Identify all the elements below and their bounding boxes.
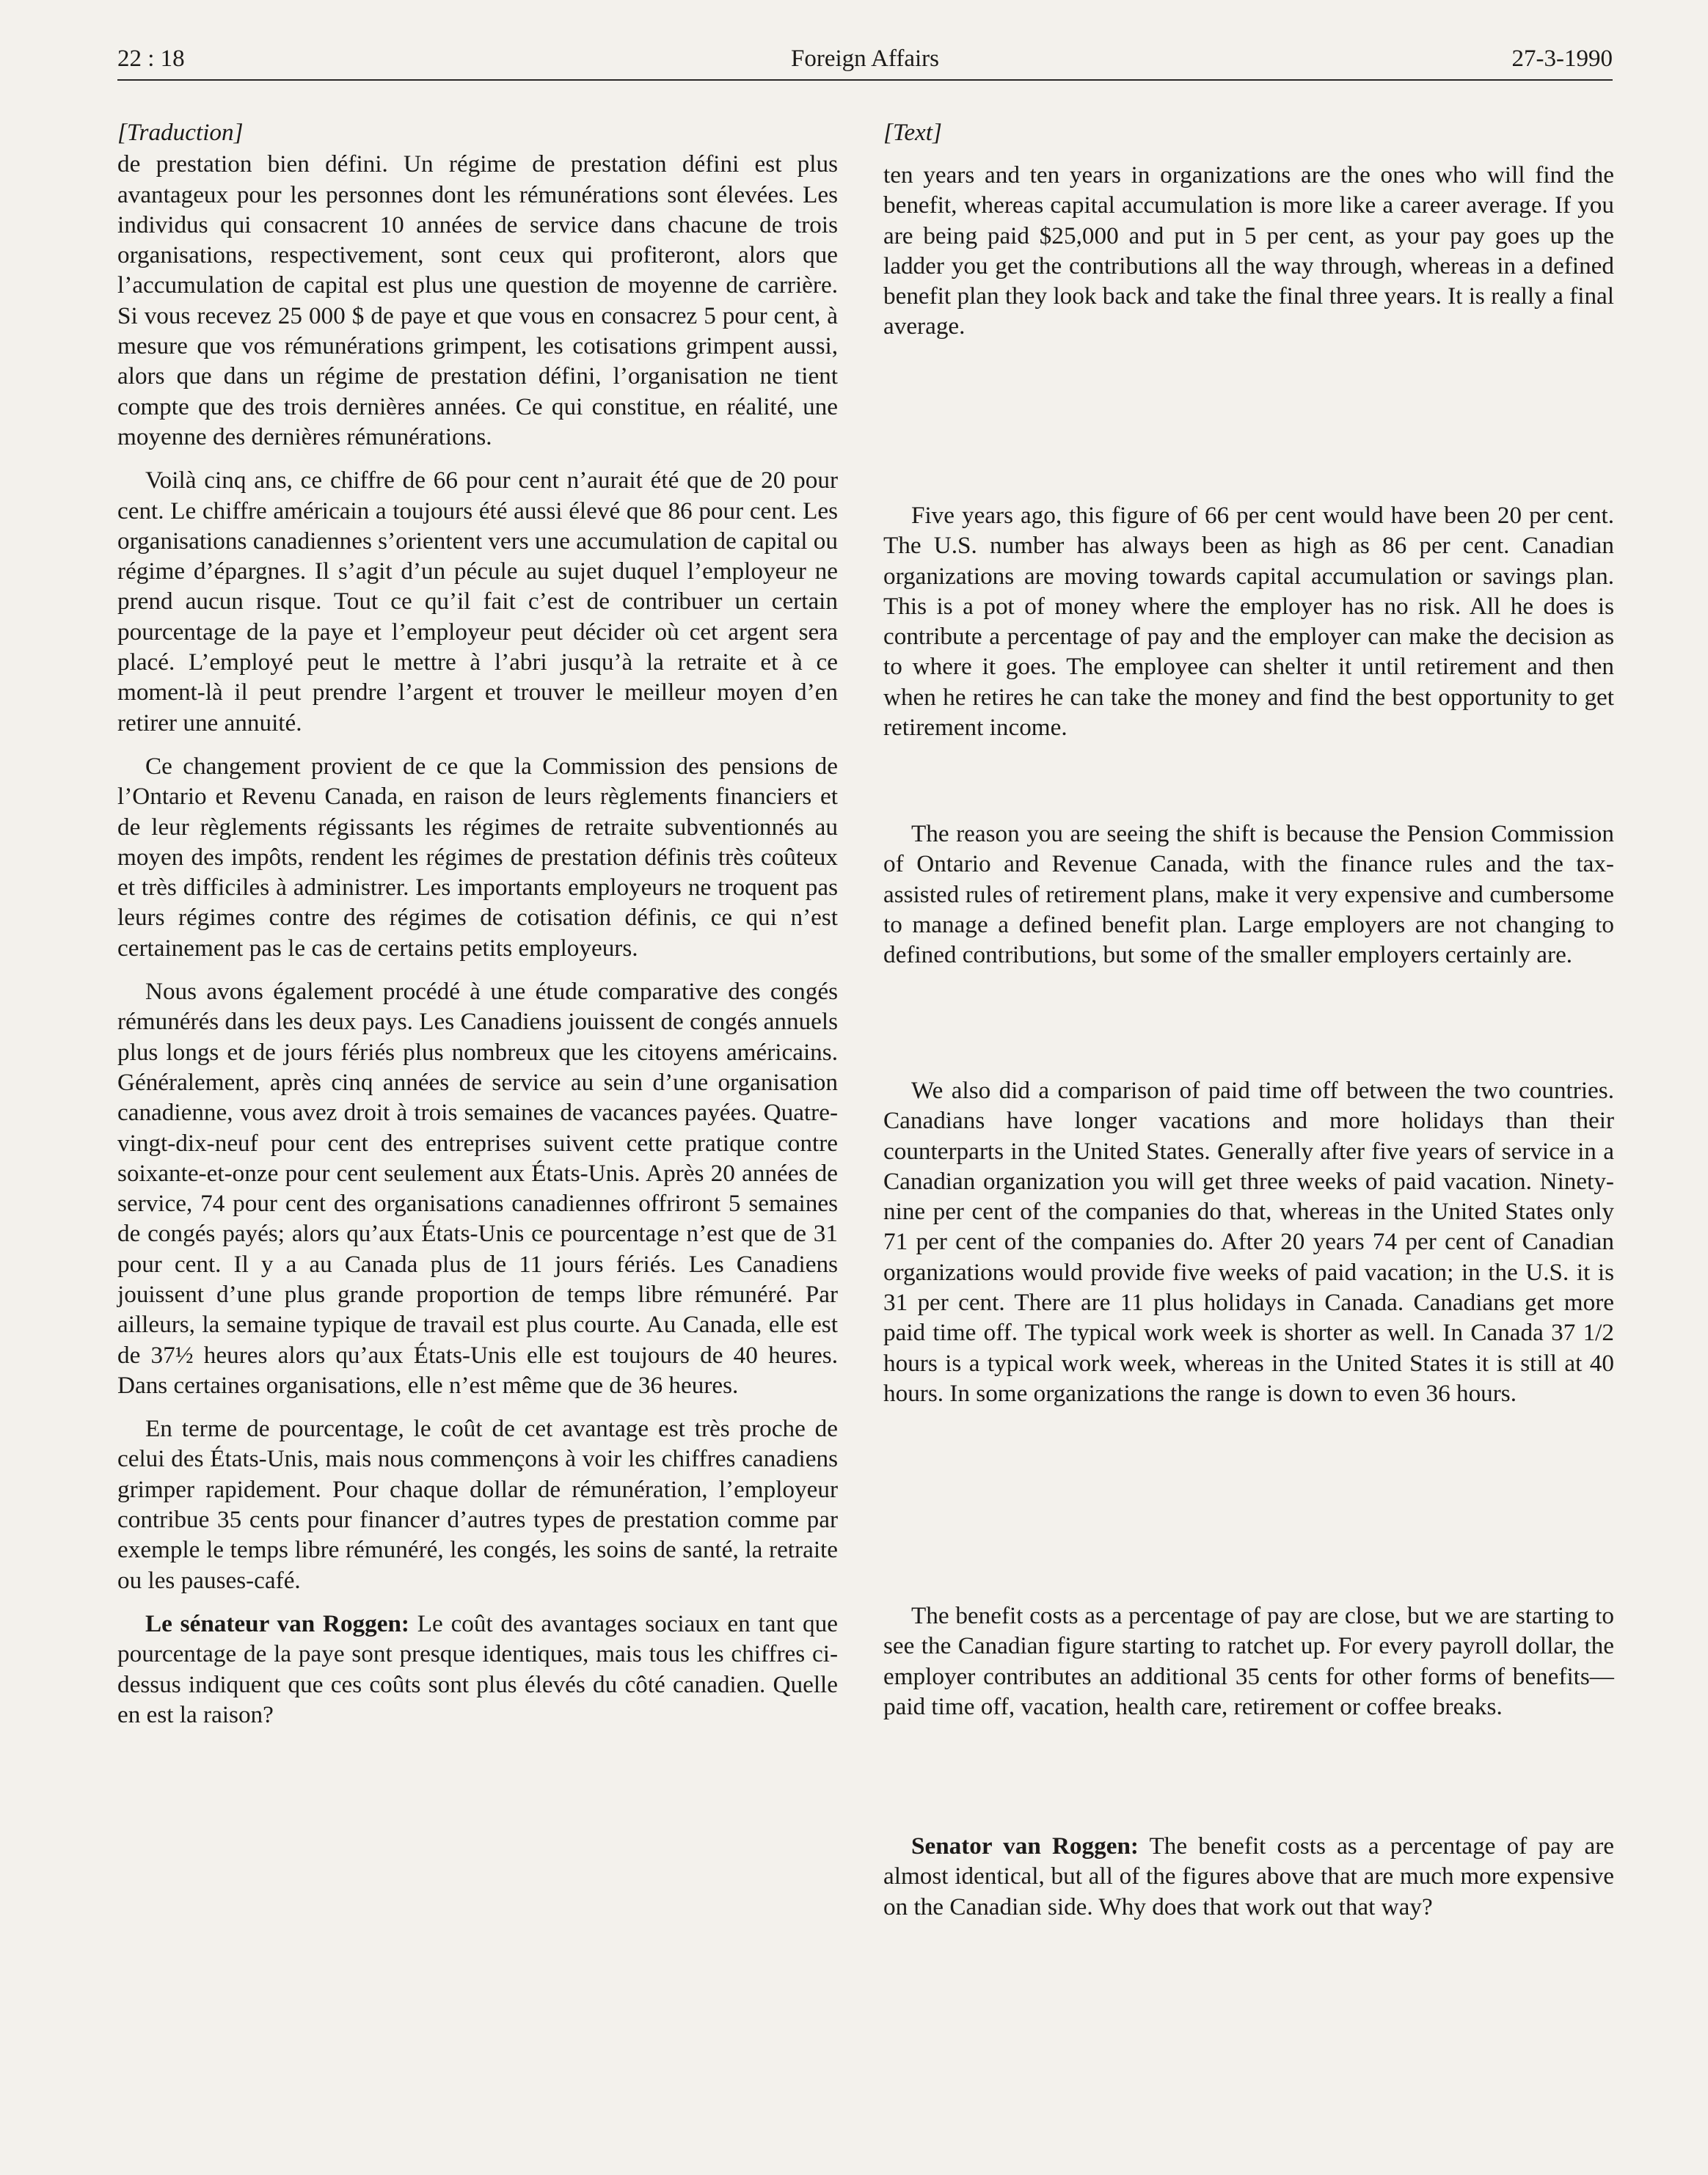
page-number: 22 : 18 [117, 45, 185, 72]
speaker-text: The benefit costs as a percentage of pay are almost identical, but all of the figures above that are much more expensive on the Canadian side. Why does that work out that way? [883, 1832, 1614, 1920]
french-paragraph: de prestation bien défini. Un régime de prestation défini est plus avantageux pour les personnes dont les rémunérations sont élevées. Les individus qui consacrent 10 années de service dans chacune de trois organisations, respectivement, sont ceux qui profiteront, alors que l’accumulation de capital est plus une question de moyenne de carrière. Si vous recevez 25 000 $ de paye et que vous en consacrez 5 pour cent, à mesure que vos rémunérations grimpent, les cotisations grimpent aussi, alors que dans un régime de prestation défini, l’organisation ne tient compte que des trois dernières années. Ce qui constitue, en réalité, une moyenne des dernières rémunérations. [117, 150, 838, 450]
speaker-name: Le sénateur van Roggen: [145, 1609, 409, 1637]
french-paragraph: Voilà cinq ans, ce chiffre de 66 pour cent n’aurait été que de 20 pour cent. Le chiffre américain a toujours été aussi élevé que 86 pour cent. Les organisations canadiennes s’orientent vers une accumulation de capital ou régime d’épargnes. Il s’agit d’un pécule au sujet duquel l’employeur ne prend aucun risque. Tout ce qu’il fait c’est de contribuer un certain pourcentage de la paye et l’employeur peut décider où cet argent sera placé. L’employé peut le mettre à l’abri jusqu’à la retraite et à ce moment-là il peut prendre l’argent et trouver le meilleur moyen d’en retirer une annuité. [117, 467, 838, 736]
header-date: 27-3-1990 [1511, 45, 1613, 72]
french-column [117, 117, 838, 1730]
header-rule [117, 79, 1613, 81]
english-paragraph: The reason you are seeing the shift is because the Pension Commission of Ontario and Revenue Canada, with the finance rules and the tax-assisted rules of retirement plans, make it very expensive and cumbersome to manage a defined benefit plan. Large employers are not changing to defined contributions, but some of the smaller employers certainly are. [883, 820, 1614, 969]
english-paragraph: Five years ago, this figure of 66 per cent would have been 20 per cent. The U.S. number has always been as high as 86 per cent. Canadian organizations are moving towards capital accumulation or savings plan. This is a pot of money where the employer has no risk. All he does is contribute a percentage of pay and the employer can make the decision as to where it goes. The employee can shelter it until retirement and then when he retires he can take the money and find the best opportunity to get retirement income. [883, 502, 1614, 742]
french-paragraph: En terme de pourcentage, le coût de cet avantage est très proche de celui des États-Unis, mais nous commençons à voir les chiffres canadiens grimper rapidement. Pour chaque dollar de rémunération, l’employeur contribue 35 cents pour financer d’autres types de prestation comme par exemple le temps libre rémunéré, les congés, les soins de santé, la retraite ou les pauses-café. [117, 1415, 838, 1594]
french-paragraph: Nous avons également procédé à une étude comparative des congés rémunérés dans les deux pays. Les Canadiens jouissent de congés annuels plus longs et de jours fériés plus nombreux que les citoyens américains. Généralement, après cinq années de service au sein d’une organisation canadienne, vous avez droit à trois semaines de vacances payées. Quatre-vingt-dix-neuf pour cent des entreprises suivent cette pratique contre soixante-et-onze pour cent seulement aux États-Unis. Après 20 années de service, 74 pour cent des organisations canadiennes offriront 5 semaines de congés payés; alors qu’aux États-Unis ce pourcentage n’est que de 31 pour cent. Il y a au Canada plus de 11 jours fériés. Les Canadiens jouissent d’une plus grande proportion de temps libre rémunéré. Par ailleurs, la semaine typique de travail est plus courte. Au Canada, elle est de 37½ heures alors qu’aux États-Unis elle est toujours de 40 heures. Dans certaines organisations, elle n’est même que de 36 heures. [117, 978, 838, 1399]
french-label: [Traduction] [117, 119, 244, 146]
french-paragraph: Ce changement provient de ce que la Commission des pensions de l’Ontario et Revenu Canada, en raison de leurs règlements financiers et de leur règlements régissants les régimes de retraite subventionnés au moyen des impôts, rendent les régimes de prestation définis très coûteux et très difficiles à administrer. Les importants employeurs ne troquent pas leurs régimes contre des régimes de cotisation définis, ce qui n’est certainement pas le cas de certains petits employeurs. [117, 752, 838, 962]
french-paragraph [117, 1609, 838, 1730]
english-paragraph: The benefit costs as a percentage of pay are close, but we are starting to see the Canadian figure starting to ratchet up. For every payroll dollar, the employer contributes an additional 35 cents for other forms of benefits—paid time off, vacation, health care, retirement or coffee breaks. [883, 1602, 1614, 1720]
header-title: Foreign Affairs [791, 45, 939, 72]
speaker-text: Le coût des avantages sociaux en tant que pourcentage de la paye sont presque identiques, mais tous les chiffres ci-dessus indiquent que ces coûts sont plus élevés du côté canadien. Quelle en est la raison? [117, 1609, 838, 1728]
english-column [883, 117, 1614, 2025]
english-paragraph: We also did a comparison of paid time off between the two countries. Canadians have longer vacations and more holidays than their counterparts in the United States. Generally after five years of service in a Canadian organization you will get three weeks of paid vacation. Ninety-nine per cent of the companies do that, whereas in the United States only 71 per cent of the companies do. After 20 years 74 per cent of Canadian organizations would provide five weeks of paid vacation; in the U.S. it is 31 per cent. There are 11 plus holidays in Canada. Canadians get more paid time off. The typical work week is shorter as well. In Canada 37 1/2 hours is a typical work week, whereas in the United States it is still at 40 hours. In some organizations the range is down to even 36 hours. [883, 1077, 1614, 1407]
running-header [117, 45, 1613, 82]
english-label: [Text] [883, 119, 942, 146]
speaker-name: Senator van Roggen: [911, 1832, 1139, 1860]
english-paragraph [883, 1831, 1614, 1922]
english-paragraph: ten years and ten years in organizations are the ones who will find the benefit, whereas capital accumulation is more like a career average. If you are being paid $25,000 and put in 5 per cent, as your pay goes up the ladder you get the contributions all the way through, whereas in a defined benefit plan they look back and take the final three years. It is really a final average. [883, 161, 1614, 340]
